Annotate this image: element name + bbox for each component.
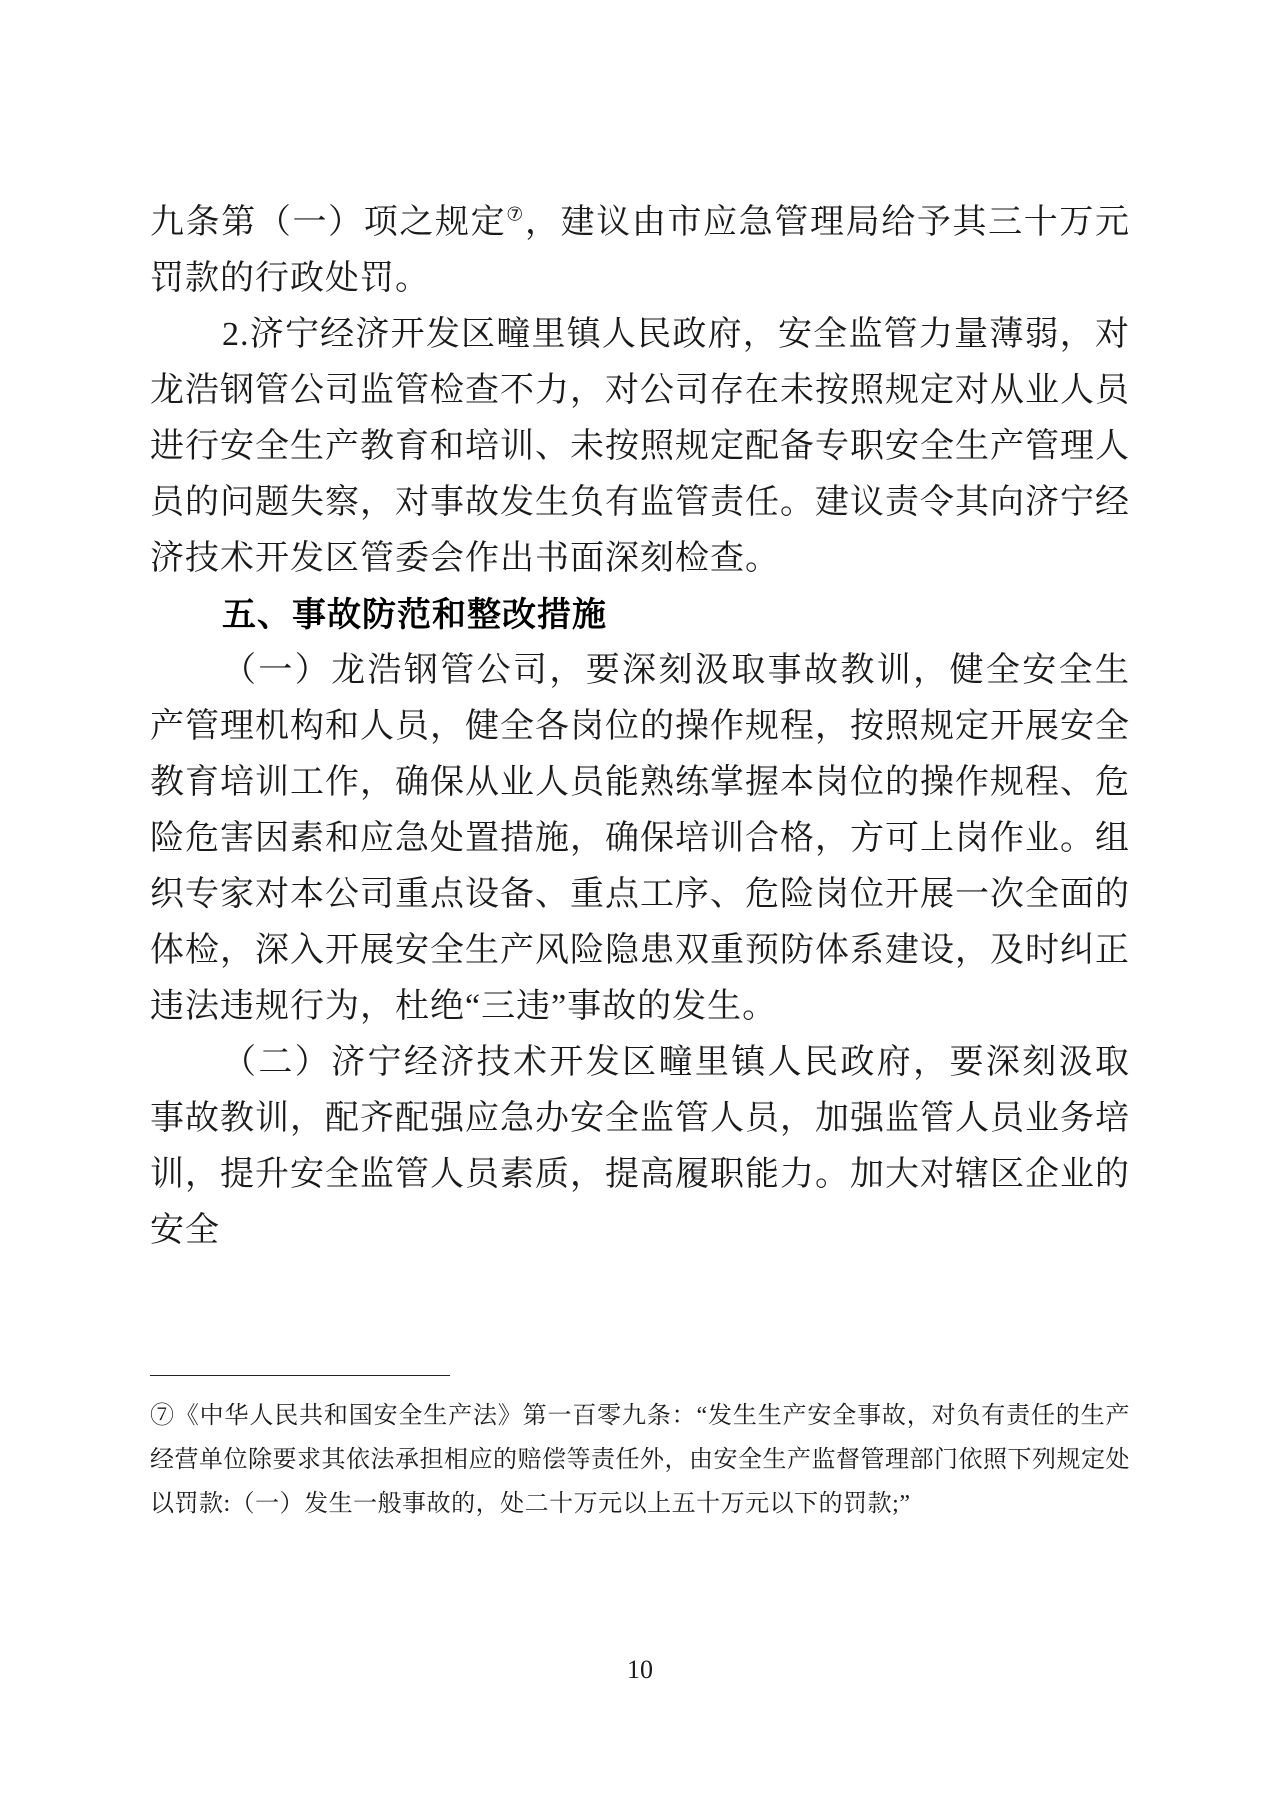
footnote-entry <box>150 1394 1130 1526</box>
paragraph-continuation-text-after: ，建议由市应急管理局给予其三十万元罚款的行政处罚。 <box>150 204 1130 297</box>
page-number: 10 <box>627 1655 653 1684</box>
footnote-separator-rule <box>150 1375 450 1376</box>
paragraph-section-item-1: （一）龙浩钢管公司，要深刻汲取事故教训，健全安全生产管理机构和人员，健全各岗位的操作规程，按照规定开展安全教育培训工作，确保从业人员能熟练掌握本岗位的操作规程、危险危害因素和应急处置措施，确保培训合格，方可上岗作业。组织专家对本公司重点设备、重点工序、危险岗位开展一次全面的体检，深入开展安全生产风险隐患双重预防体系建设，及时纠正违法违规行为，杜绝“三违”事故的发生。 <box>150 652 1130 1025</box>
footnote-entry-mark: ⑦ <box>150 1403 175 1429</box>
paragraph-continuation-text-before: 九条第（一）项之规定 <box>150 204 507 241</box>
paragraph-continuation <box>150 195 1130 307</box>
footnote-reference-mark: ⑦ <box>506 204 525 226</box>
paragraph-item-2: 2.济宁经济开发区疃里镇人民政府，安全监管力量薄弱，对龙浩钢管公司监管检查不力，对公司存在未按照规定对从业人员进行安全生产教育和培训、未按照规定配备专职安全生产管理人员的问题失察，对事故发生负有监管责任。建议责令其向济宁经济技术开发区管委会作出书面深刻检查。 <box>150 316 1130 577</box>
paragraph-section-item-2: （二）济宁经济技术开发区疃里镇人民政府，要深刻汲取事故教训，配齐配强应急办安全监管人员，加强监管人员业务培训，提升安全监管人员素质，提高履职能力。加大对辖区企业的安全 <box>150 1044 1130 1249</box>
section-heading-five: 五、事故防范和整改措施 <box>222 596 607 634</box>
page-body <box>150 195 1130 1259</box>
footnote-entry-text: 《中华人民共和国安全生产法》第一百零九条：“发生生产安全事故，对负有责任的生产经营单位除要求其依法承担相应的赔偿等责任外，由安全生产监督管理部门依照下列规定处以罚款:（一）发生一般事故的，处二十万元以上五十万元以下的罚款;” <box>150 1403 1130 1517</box>
footnote-area <box>150 1375 1130 1526</box>
